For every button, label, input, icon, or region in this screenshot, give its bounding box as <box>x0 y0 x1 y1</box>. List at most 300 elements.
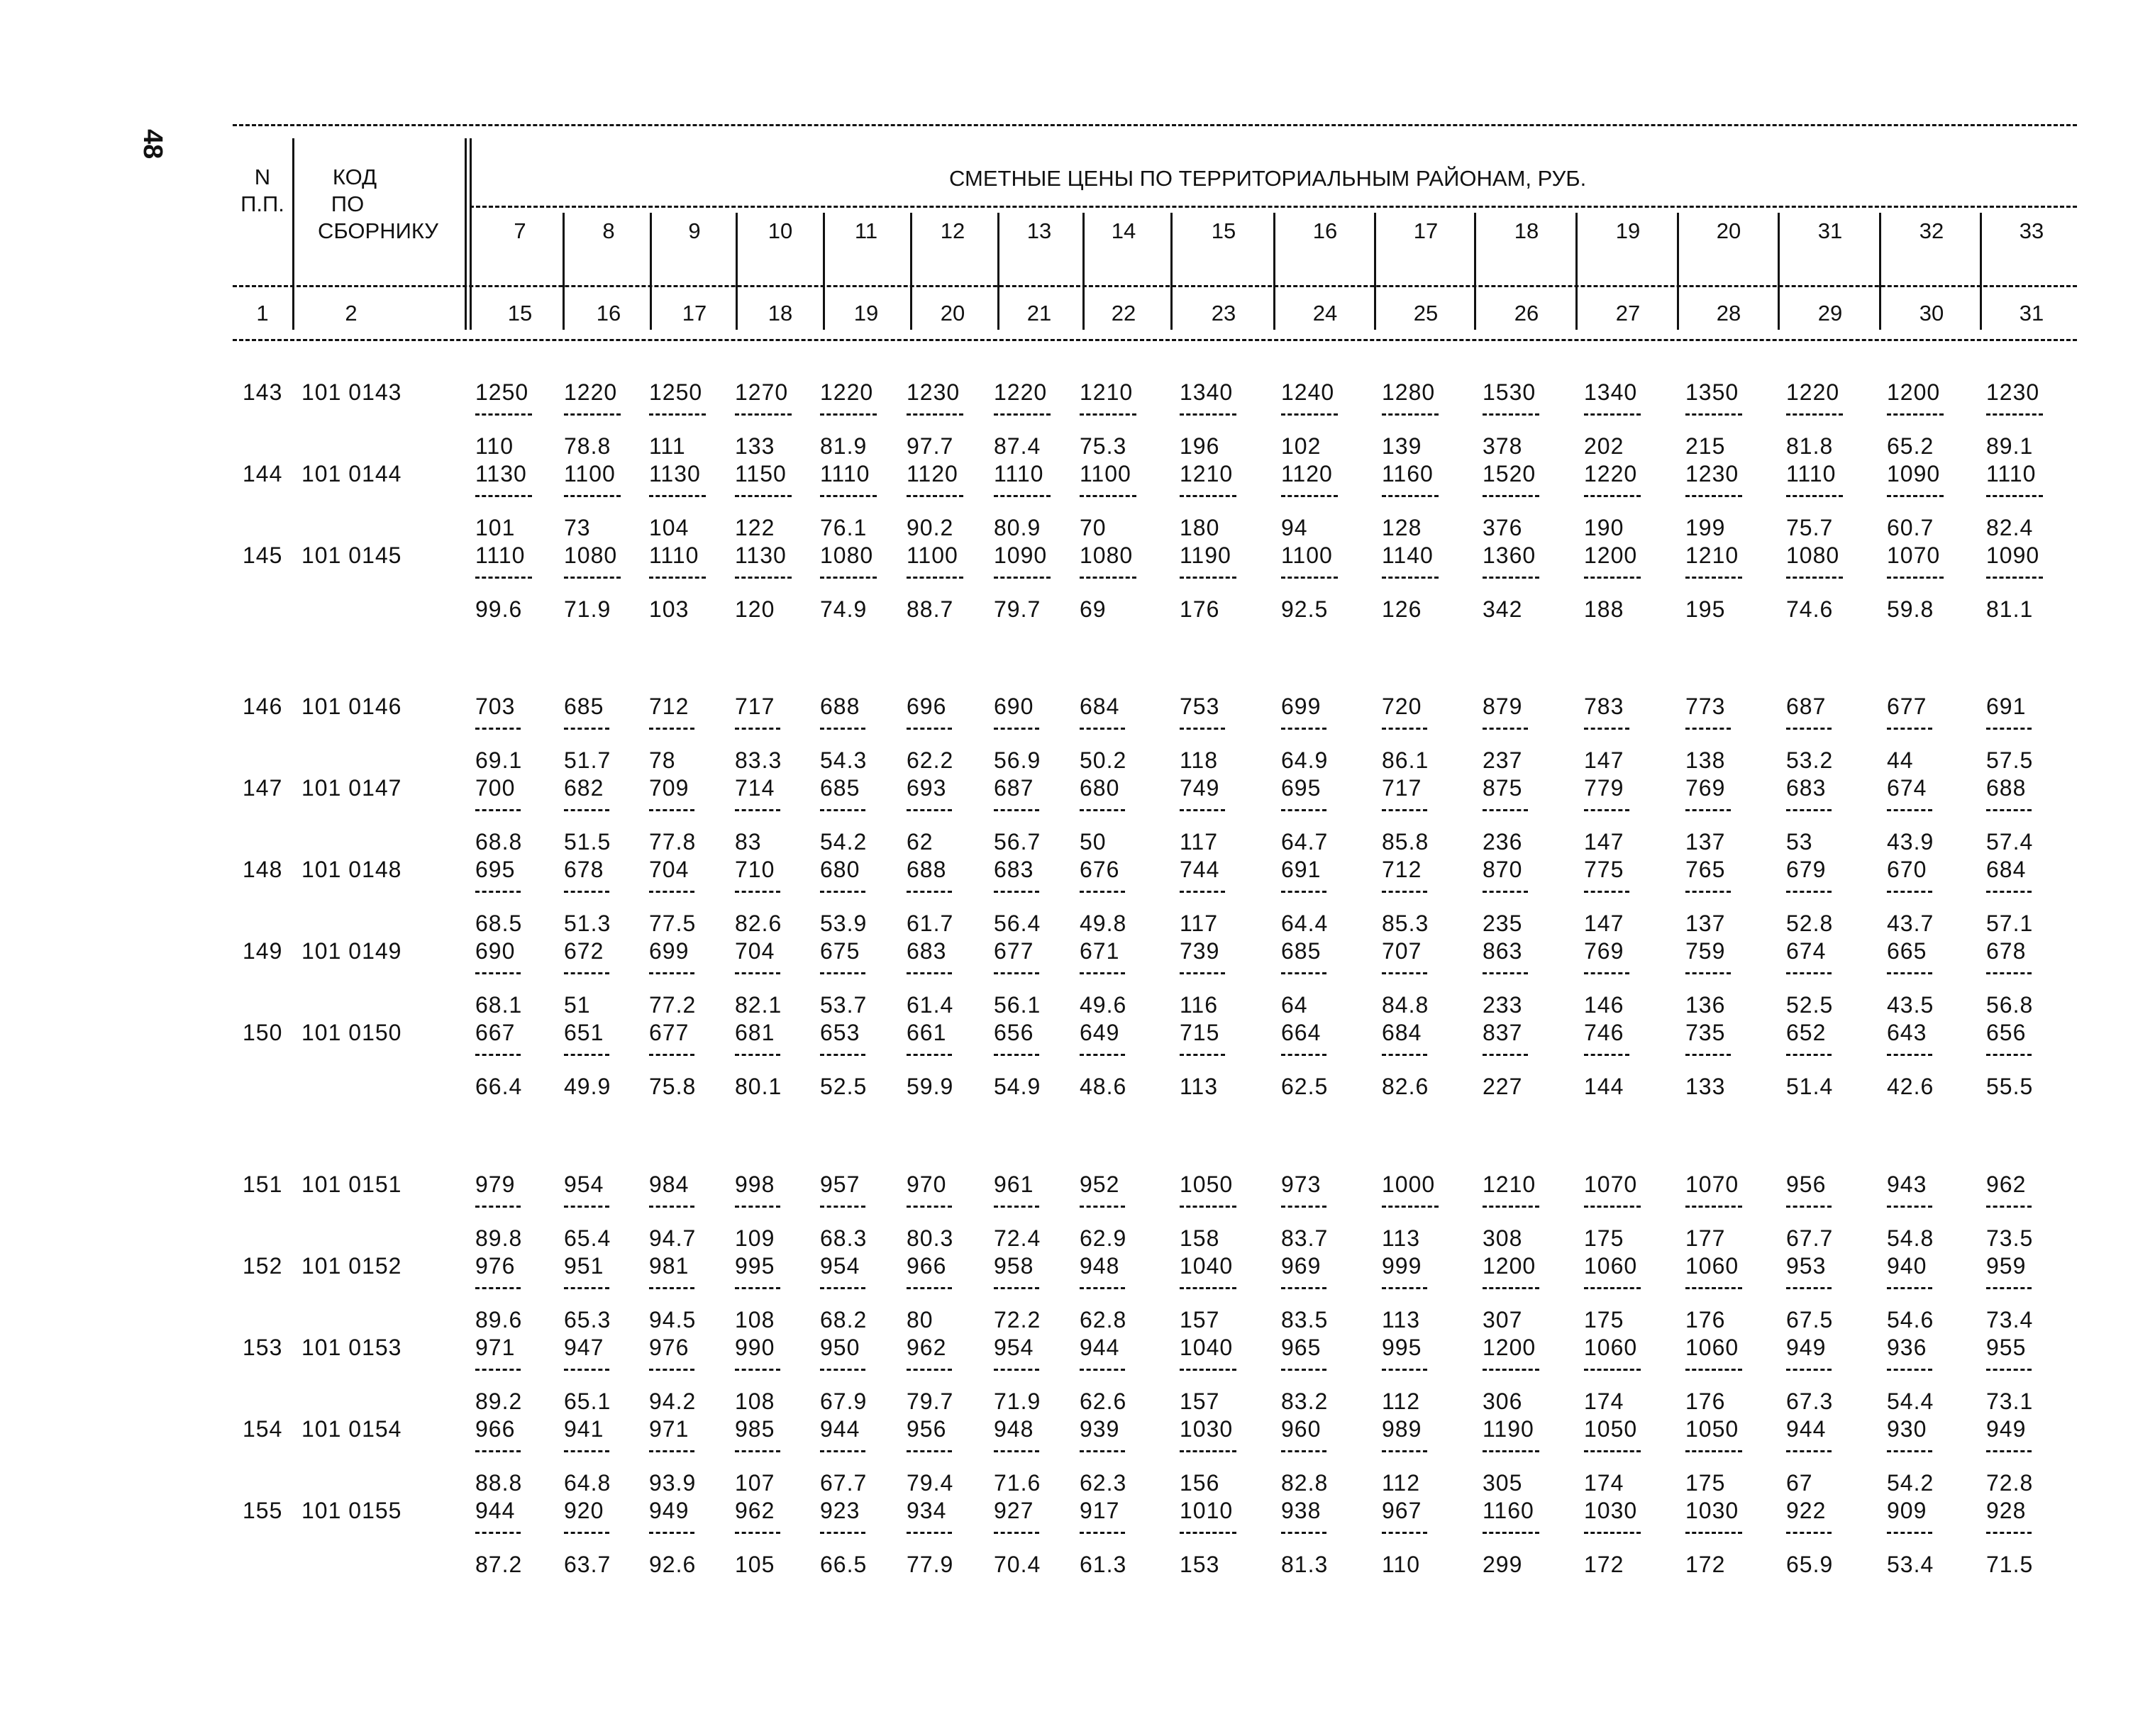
fraction-bar <box>475 495 532 497</box>
fraction-bar <box>1483 809 1528 811</box>
fraction-bar <box>1584 495 1641 497</box>
col-code-label: КОД <box>332 165 377 189</box>
fraction-bar <box>1483 413 1539 416</box>
row-number: 152 <box>243 1253 283 1279</box>
fraction-bar <box>735 1369 780 1371</box>
price-value-secondary: 82.1 <box>735 992 782 1018</box>
price-value: 1200 <box>1584 542 1638 568</box>
price-value-secondary: 50.2 <box>1080 747 1127 773</box>
row-number: 145 <box>243 542 283 568</box>
fraction-bar <box>1584 413 1641 416</box>
price-value: 954 <box>820 1253 860 1279</box>
price-value-secondary: 54.9 <box>994 1074 1041 1099</box>
fraction-bar <box>564 413 621 416</box>
header-rule-bottom <box>233 339 2077 341</box>
price-value-secondary: 306 <box>1483 1389 1523 1414</box>
fraction-bar <box>475 1369 521 1371</box>
price-value: 944 <box>1786 1416 1827 1442</box>
price-value-secondary: 64.9 <box>1281 747 1329 773</box>
price-value: 675 <box>820 938 860 964</box>
fraction-bar <box>735 1450 780 1452</box>
price-value: 1120 <box>1281 461 1333 486</box>
col-code-label: СБОРНИКУ <box>318 218 438 243</box>
fraction-bar <box>994 1450 1039 1452</box>
fraction-bar <box>1180 728 1225 730</box>
price-value: 674 <box>1786 938 1827 964</box>
price-value: 941 <box>564 1416 604 1442</box>
price-value: 1110 <box>1986 461 2037 486</box>
price-value-secondary: 117 <box>1180 829 1219 855</box>
price-value-secondary: 67.9 <box>820 1389 868 1414</box>
district-number: 12 <box>940 218 965 243</box>
price-value-secondary: 215 <box>1685 433 1726 459</box>
price-value: 678 <box>1986 938 2027 964</box>
price-value-secondary: 52.5 <box>1786 992 1834 1018</box>
price-value: 1340 <box>1180 379 1234 405</box>
fraction-bar <box>1382 495 1439 497</box>
price-value-secondary: 57.5 <box>1986 747 2034 773</box>
price-value: 746 <box>1584 1020 1624 1045</box>
fraction-bar <box>735 1206 780 1208</box>
price-value: 928 <box>1986 1498 2027 1523</box>
price-value-secondary: 94 <box>1281 515 1308 540</box>
price-value-secondary: 82.8 <box>1281 1470 1329 1496</box>
fraction-bar <box>1281 1206 1326 1208</box>
fraction-bar <box>994 495 1051 497</box>
price-value: 715 <box>1180 1020 1220 1045</box>
price-value-secondary: 103 <box>649 596 689 622</box>
price-value: 735 <box>1685 1020 1726 1045</box>
price-value-secondary: 77.2 <box>649 992 697 1018</box>
fraction-bar <box>1986 1206 2032 1208</box>
price-value: 1190 <box>1483 1416 1534 1442</box>
fraction-bar <box>907 577 963 579</box>
price-value: 712 <box>649 694 689 719</box>
price-value: 1230 <box>1986 379 2040 405</box>
column-number: 28 <box>1716 301 1741 326</box>
price-value-secondary: 195 <box>1685 596 1726 622</box>
price-value: 1050 <box>1584 1416 1638 1442</box>
price-value-secondary: 89.2 <box>475 1389 523 1414</box>
price-value: 939 <box>1080 1416 1120 1442</box>
fraction-bar <box>1986 413 2043 416</box>
price-value-secondary: 56.7 <box>994 829 1041 855</box>
fraction-bar <box>1080 1532 1125 1534</box>
price-value-secondary: 94.2 <box>649 1389 697 1414</box>
fraction-bar <box>1483 1287 1539 1289</box>
fraction-bar <box>475 413 532 416</box>
column-number: 31 <box>2019 301 2044 326</box>
fraction-bar <box>1584 891 1629 893</box>
fraction-bar <box>1786 577 1843 579</box>
fraction-bar <box>1887 413 1944 416</box>
fraction-bar <box>1685 728 1731 730</box>
price-value: 1530 <box>1483 379 1536 405</box>
fraction-bar <box>994 891 1039 893</box>
fraction-bar <box>1786 809 1832 811</box>
fraction-bar <box>735 1532 780 1534</box>
price-value-secondary: 83.7 <box>1281 1225 1329 1251</box>
fraction-bar <box>649 1206 694 1208</box>
row-number: 143 <box>243 379 283 405</box>
price-value: 1110 <box>475 542 526 568</box>
price-value-secondary: 69 <box>1080 596 1107 622</box>
price-value: 953 <box>1786 1253 1827 1279</box>
price-value-secondary: 118 <box>1180 747 1219 773</box>
fraction-bar <box>1786 495 1843 497</box>
price-value: 956 <box>907 1416 947 1442</box>
district-number: 33 <box>2019 218 2044 243</box>
price-value: 957 <box>820 1172 860 1197</box>
district-number: 16 <box>1312 218 1338 243</box>
price-value-secondary: 113 <box>1382 1307 1421 1332</box>
price-value-secondary: 233 <box>1483 992 1523 1018</box>
fraction-bar <box>1786 891 1832 893</box>
price-value-secondary: 83.2 <box>1281 1389 1329 1414</box>
price-value-secondary: 94.7 <box>649 1225 697 1251</box>
price-value: 680 <box>820 857 860 882</box>
fraction-bar <box>1483 972 1528 974</box>
price-value: 1030 <box>1685 1498 1739 1523</box>
price-value-secondary: 88.8 <box>475 1470 523 1496</box>
price-value: 769 <box>1584 938 1624 964</box>
price-value-secondary: 62.8 <box>1080 1307 1127 1332</box>
price-value-secondary: 376 <box>1483 515 1523 540</box>
price-value-secondary: 305 <box>1483 1470 1523 1496</box>
price-value-secondary: 75.7 <box>1786 515 1834 540</box>
fraction-bar <box>1685 891 1731 893</box>
price-value: 1130 <box>649 461 701 486</box>
price-value: 1210 <box>1685 542 1739 568</box>
price-value-secondary: 176 <box>1685 1389 1726 1414</box>
price-value-secondary: 62.9 <box>1080 1225 1127 1251</box>
fraction-bar <box>1483 891 1528 893</box>
price-value-secondary: 75.3 <box>1080 433 1127 459</box>
fraction-bar <box>1584 1206 1641 1208</box>
fraction-bar <box>1685 972 1731 974</box>
price-value-secondary: 87.2 <box>475 1552 523 1577</box>
price-value-secondary: 97.7 <box>907 433 954 459</box>
price-value: 1110 <box>820 461 870 486</box>
price-value-secondary: 299 <box>1483 1552 1523 1577</box>
price-value-secondary: 77.9 <box>907 1552 954 1577</box>
price-value: 687 <box>1786 694 1827 719</box>
price-value-secondary: 78 <box>649 747 676 773</box>
col-n-label: N <box>254 165 271 189</box>
price-value: 683 <box>994 857 1034 882</box>
price-value-secondary: 68.2 <box>820 1307 868 1332</box>
price-value: 936 <box>1887 1335 1927 1360</box>
district-divider <box>1677 213 1679 330</box>
district-divider <box>1575 213 1578 330</box>
row-code: 101 0154 <box>301 1416 402 1442</box>
fraction-bar <box>1786 413 1843 416</box>
price-value-secondary: 59.8 <box>1887 596 1934 622</box>
price-value: 985 <box>735 1416 775 1442</box>
row-number: 153 <box>243 1335 283 1360</box>
fraction-bar <box>1180 495 1236 497</box>
fraction-bar <box>1080 1206 1125 1208</box>
price-value-secondary: 49.9 <box>564 1074 611 1099</box>
price-value-secondary: 172 <box>1584 1552 1624 1577</box>
price-value-secondary: 65.2 <box>1887 433 1934 459</box>
fraction-bar <box>1080 809 1125 811</box>
fraction-bar <box>1786 972 1832 974</box>
row-code: 101 0152 <box>301 1253 402 1279</box>
price-value: 966 <box>475 1416 516 1442</box>
fraction-bar <box>1483 1206 1539 1208</box>
price-value: 720 <box>1382 694 1422 719</box>
price-value: 643 <box>1887 1020 1927 1045</box>
price-value-secondary: 80.9 <box>994 515 1041 540</box>
column-number: 25 <box>1413 301 1439 326</box>
price-value-secondary: 175 <box>1685 1470 1726 1496</box>
fraction-bar <box>1180 809 1225 811</box>
price-value: 1280 <box>1382 379 1436 405</box>
price-value-secondary: 83 <box>735 829 762 855</box>
price-value-secondary: 202 <box>1584 433 1624 459</box>
fraction-bar <box>820 495 877 497</box>
district-divider <box>1778 213 1780 330</box>
price-value-secondary: 51.5 <box>564 829 611 855</box>
price-value-secondary: 112 <box>1382 1470 1421 1496</box>
fraction-bar <box>907 1054 952 1056</box>
fraction-bar <box>1786 728 1832 730</box>
price-value-secondary: 75.8 <box>649 1074 697 1099</box>
price-value-secondary: 105 <box>735 1552 775 1577</box>
price-value-secondary: 74.6 <box>1786 596 1834 622</box>
price-value: 1200 <box>1483 1253 1536 1279</box>
fraction-bar <box>475 1054 521 1056</box>
price-value: 934 <box>907 1498 947 1523</box>
price-value: 676 <box>1080 857 1120 882</box>
fraction-bar <box>907 495 963 497</box>
price-value: 1130 <box>735 542 787 568</box>
column-number: 24 <box>1312 301 1338 326</box>
price-value-secondary: 133 <box>1685 1074 1726 1099</box>
price-value-secondary: 93.9 <box>649 1470 697 1496</box>
row-code: 101 0151 <box>301 1172 402 1197</box>
row-code: 101 0155 <box>301 1498 402 1523</box>
fraction-bar <box>475 1450 521 1452</box>
price-value: 1350 <box>1685 379 1739 405</box>
fraction-bar <box>1382 1532 1427 1534</box>
fraction-bar <box>735 577 792 579</box>
price-value: 922 <box>1786 1498 1827 1523</box>
row-code: 101 0144 <box>301 461 402 486</box>
fraction-bar <box>1281 1287 1326 1289</box>
price-value: 930 <box>1887 1416 1927 1442</box>
fraction-bar <box>820 891 865 893</box>
fraction-bar <box>649 809 694 811</box>
price-value: 779 <box>1584 775 1624 801</box>
price-value: 687 <box>994 775 1034 801</box>
row-code: 101 0145 <box>301 542 402 568</box>
price-value: 653 <box>820 1020 860 1045</box>
fraction-bar <box>1584 972 1629 974</box>
price-value-secondary: 111 <box>649 433 686 459</box>
price-value-secondary: 342 <box>1483 596 1523 622</box>
price-value-secondary: 56.8 <box>1986 992 2034 1018</box>
price-value: 1190 <box>1180 542 1231 568</box>
district-divider <box>1374 213 1376 330</box>
district-number: 7 <box>514 218 526 243</box>
price-value: 1010 <box>1180 1498 1234 1523</box>
price-value-secondary: 43.7 <box>1887 911 1934 936</box>
price-value-secondary: 92.6 <box>649 1552 697 1577</box>
price-value-secondary: 156 <box>1180 1470 1220 1496</box>
price-value-secondary: 72.2 <box>994 1307 1041 1332</box>
price-value-secondary: 83.5 <box>1281 1307 1329 1332</box>
fraction-bar <box>907 891 952 893</box>
fraction-bar <box>1281 1369 1326 1371</box>
price-value: 944 <box>1080 1335 1120 1360</box>
fraction-bar <box>994 1206 1039 1208</box>
price-value-secondary: 64.4 <box>1281 911 1329 936</box>
fraction-bar <box>1786 1532 1832 1534</box>
price-value: 678 <box>564 857 604 882</box>
fraction-bar <box>475 1206 521 1208</box>
price-value-secondary: 54.2 <box>1887 1470 1934 1496</box>
fraction-bar <box>1080 1450 1125 1452</box>
price-value: 690 <box>994 694 1034 719</box>
column-number: 27 <box>1615 301 1641 326</box>
row-code: 101 0150 <box>301 1020 402 1045</box>
price-value: 1080 <box>1080 542 1134 568</box>
price-value: 1220 <box>564 379 618 405</box>
price-value-secondary: 158 <box>1180 1225 1220 1251</box>
fraction-bar <box>1180 1054 1225 1056</box>
price-value: 927 <box>994 1498 1034 1523</box>
header-divider <box>465 138 467 330</box>
price-value: 1100 <box>1281 542 1333 568</box>
fraction-bar <box>649 1287 694 1289</box>
fraction-bar <box>1281 728 1326 730</box>
row-number: 154 <box>243 1416 283 1442</box>
price-value-secondary: 54.3 <box>820 747 868 773</box>
price-value-secondary: 92.5 <box>1281 596 1329 622</box>
price-value: 948 <box>1080 1253 1120 1279</box>
price-value-secondary: 176 <box>1180 596 1220 622</box>
fraction-bar <box>1685 1532 1742 1534</box>
price-value-secondary: 72.4 <box>994 1225 1041 1251</box>
price-value: 1210 <box>1483 1172 1536 1197</box>
fraction-bar <box>1786 1369 1832 1371</box>
price-value: 1050 <box>1685 1416 1739 1442</box>
price-value: 1150 <box>735 461 787 486</box>
price-value: 1060 <box>1685 1335 1739 1360</box>
price-value: 965 <box>1281 1335 1322 1360</box>
fraction-bar <box>735 1287 780 1289</box>
column-number: 20 <box>940 301 965 326</box>
fraction-bar <box>1584 577 1641 579</box>
price-value: 1070 <box>1584 1172 1638 1197</box>
fraction-bar <box>994 413 1051 416</box>
price-value-secondary: 42.6 <box>1887 1074 1934 1099</box>
fraction-bar <box>907 1450 952 1452</box>
price-value: 962 <box>907 1335 947 1360</box>
price-value-secondary: 196 <box>1180 433 1220 459</box>
district-number: 8 <box>602 218 615 243</box>
fraction-bar <box>1080 577 1136 579</box>
row-code: 101 0149 <box>301 938 402 964</box>
column-number: 23 <box>1211 301 1236 326</box>
price-value: 1200 <box>1483 1335 1536 1360</box>
fraction-bar <box>1281 413 1338 416</box>
price-value: 1040 <box>1180 1253 1234 1279</box>
price-value: 976 <box>649 1335 689 1360</box>
price-value: 1220 <box>994 379 1048 405</box>
fraction-bar <box>1887 809 1932 811</box>
price-value: 1070 <box>1685 1172 1739 1197</box>
price-value: 971 <box>475 1335 516 1360</box>
fraction-bar <box>564 577 621 579</box>
price-value: 1520 <box>1483 461 1536 486</box>
fraction-bar <box>820 1369 865 1371</box>
district-number: 10 <box>768 218 793 243</box>
price-value: 1230 <box>907 379 960 405</box>
fraction-bar <box>1986 1532 2032 1534</box>
price-value-secondary: 51 <box>564 992 591 1018</box>
price-value-secondary: 65.3 <box>564 1307 611 1332</box>
price-value: 1240 <box>1281 379 1335 405</box>
price-value: 1160 <box>1483 1498 1534 1523</box>
price-value: 683 <box>907 938 947 964</box>
price-value: 649 <box>1080 1020 1120 1045</box>
price-value: 759 <box>1685 938 1726 964</box>
price-value: 1060 <box>1685 1253 1739 1279</box>
row-number: 148 <box>243 857 283 882</box>
fraction-bar <box>820 728 865 730</box>
price-value-secondary: 188 <box>1584 596 1624 622</box>
price-value: 691 <box>1281 857 1322 882</box>
price-value: 923 <box>820 1498 860 1523</box>
price-value-secondary: 82.6 <box>1382 1074 1429 1099</box>
fraction-bar <box>1887 1450 1932 1452</box>
price-value: 920 <box>564 1498 604 1523</box>
fraction-bar <box>1786 1287 1832 1289</box>
price-value: 670 <box>1887 857 1927 882</box>
price-value-secondary: 61.7 <box>907 911 954 936</box>
price-value: 970 <box>907 1172 947 1197</box>
price-value: 1110 <box>649 542 699 568</box>
price-value: 684 <box>1986 857 2027 882</box>
price-value-secondary: 113 <box>1382 1225 1421 1251</box>
price-value-secondary: 71.9 <box>564 596 611 622</box>
fraction-bar <box>564 1532 609 1534</box>
fraction-bar <box>1986 972 2032 974</box>
price-value: 961 <box>994 1172 1034 1197</box>
price-value-secondary: 57.1 <box>1986 911 2034 936</box>
price-value-secondary: 79.7 <box>907 1389 954 1414</box>
fraction-bar <box>1080 1287 1125 1289</box>
price-value: 959 <box>1986 1253 2027 1279</box>
fraction-bar <box>1483 1450 1539 1452</box>
price-value: 753 <box>1180 694 1220 719</box>
price-value: 1250 <box>649 379 703 405</box>
fraction-bar <box>1887 728 1932 730</box>
district-divider <box>1879 213 1881 330</box>
price-value-secondary: 77.8 <box>649 829 697 855</box>
price-value: 717 <box>735 694 775 719</box>
price-value: 962 <box>735 1498 775 1523</box>
price-value: 984 <box>649 1172 689 1197</box>
header-rule-top <box>233 124 2077 126</box>
fraction-bar <box>1180 413 1236 416</box>
price-value: 677 <box>649 1020 689 1045</box>
fraction-bar <box>1281 891 1326 893</box>
fraction-bar <box>1382 413 1439 416</box>
